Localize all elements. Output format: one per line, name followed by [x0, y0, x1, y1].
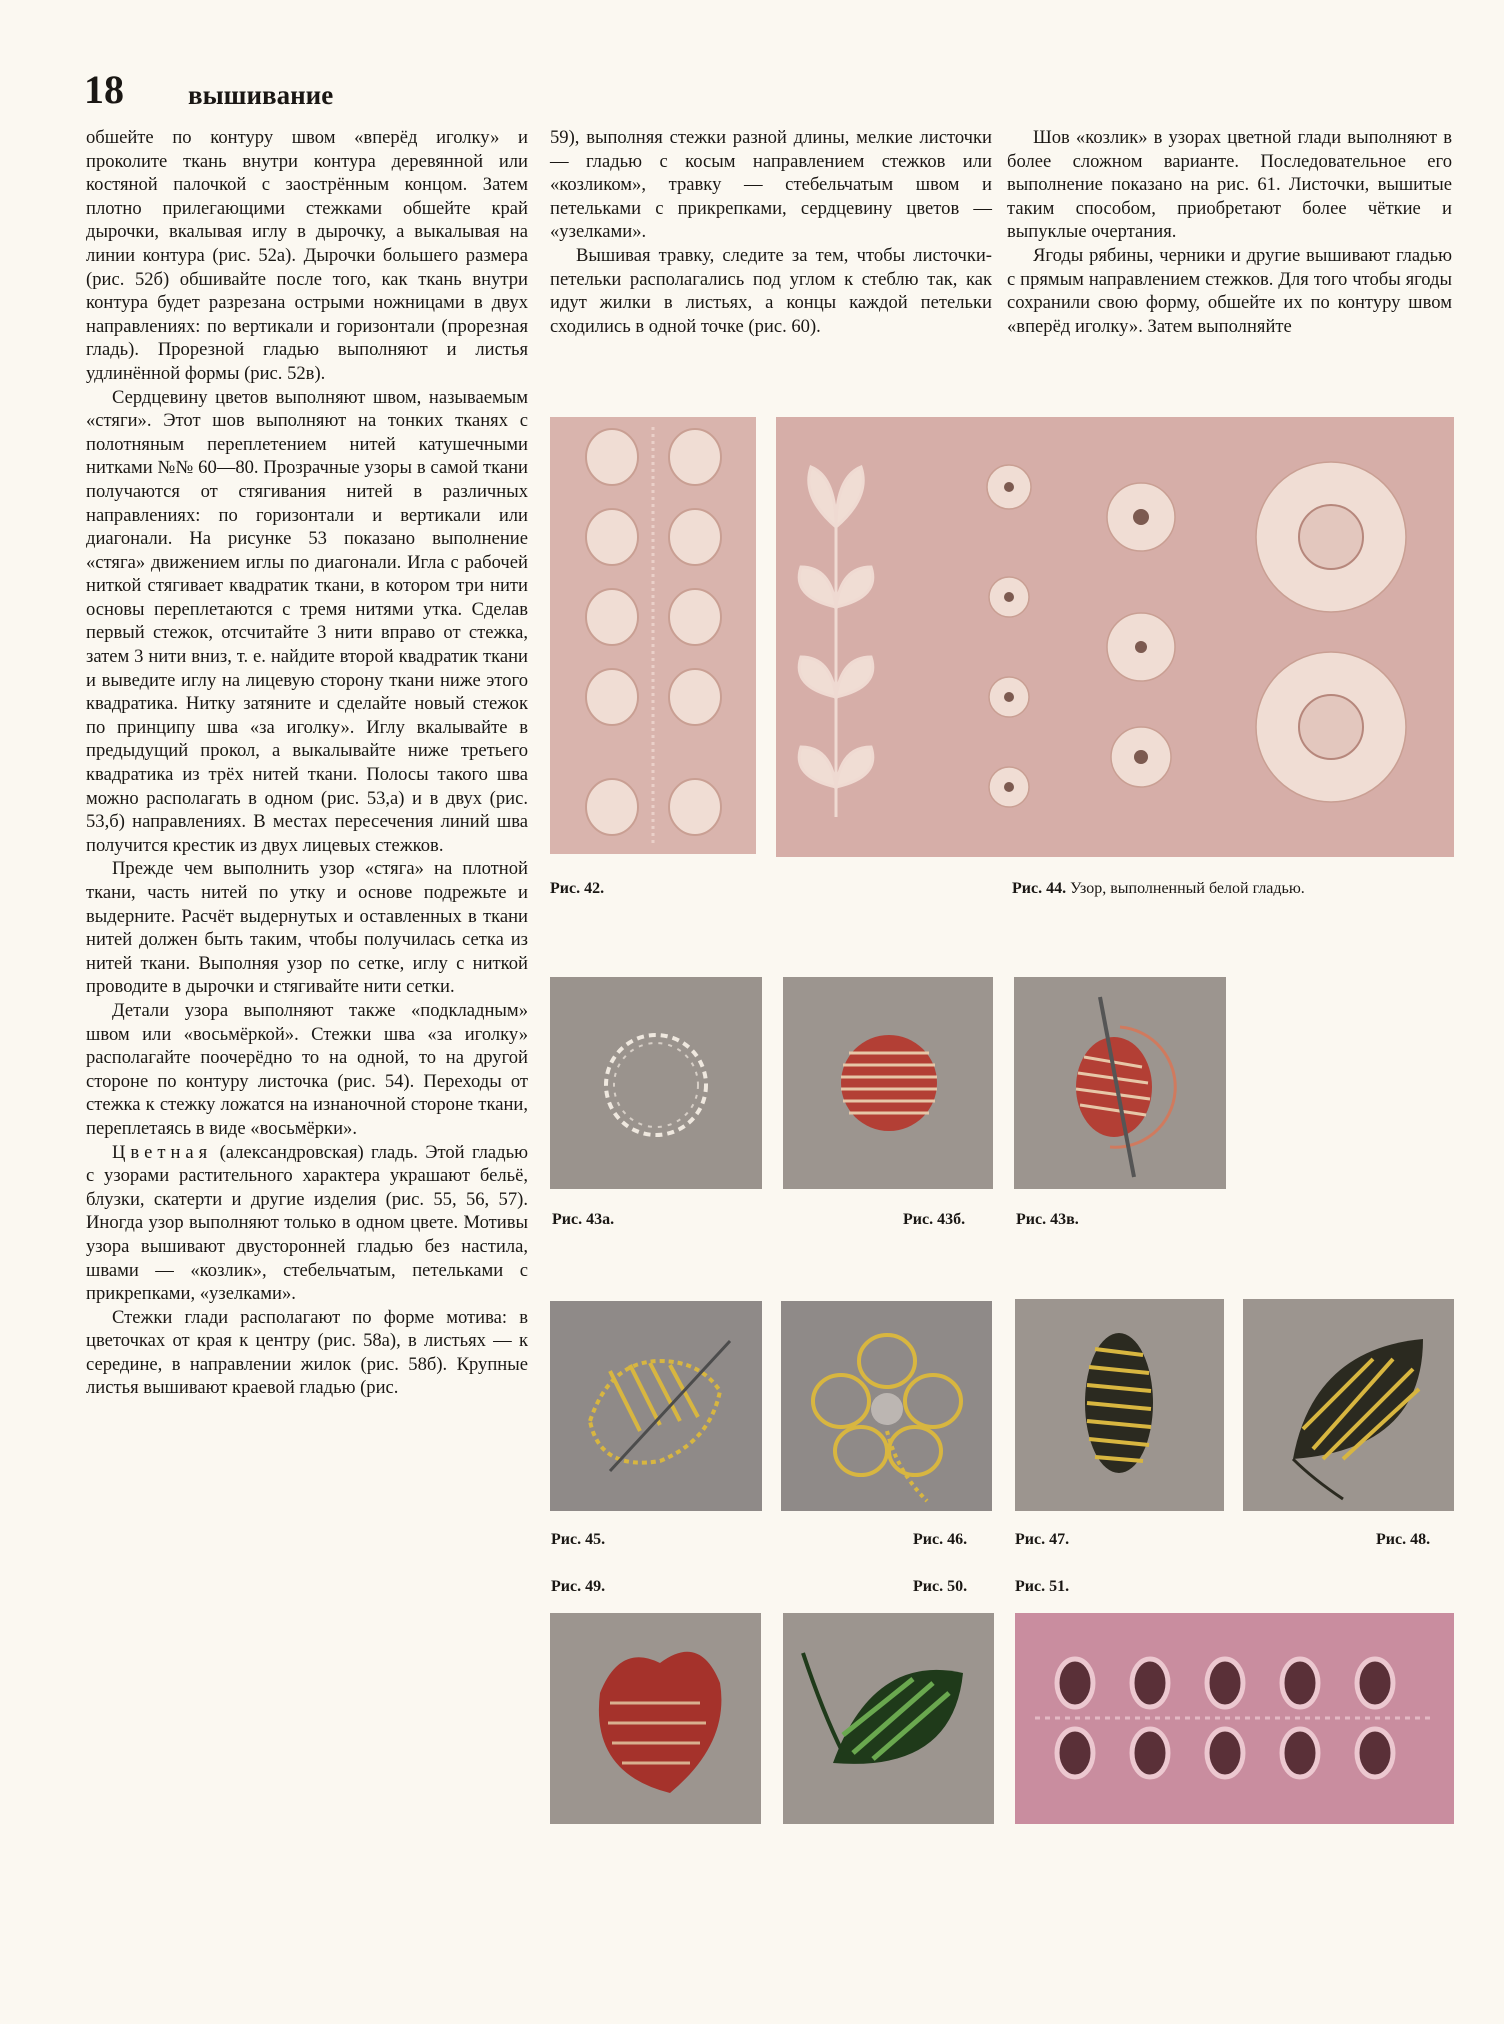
paragraph-text: (александровская) гладь. Этой гладью с узорами растительного характера украшают бельё, блузки, скатерти и другие изделия (рис. 55, 56, 57). Иногда узор выполняют только в одном цвете. Мотивы узора вышивают двусторонней гладью без настила, швами — «козлик», стебельчатым, петельками с прикрепками, «узелками».: [86, 1141, 528, 1305]
caption-fig-43b: Рис. 43б.: [903, 1211, 966, 1228]
text-column-3: [1007, 126, 1452, 338]
figure-46-photo: [781, 1301, 992, 1511]
figure-47-photo: [1015, 1299, 1224, 1511]
section-title: вышивание: [188, 80, 334, 110]
paragraph: Стежки глади располагают по форме мотива: в цветочках от края к центру (рис. 58а), в листьях — к середине, в направлении жилок (рис. 58б). Крупные листья вышивают краевой гладью (рис.: [86, 1306, 528, 1399]
caption-fig-45: Рис. 45.: [551, 1531, 606, 1548]
paragraph: Прежде чем выполнить узор «стяга» на плотной ткани, часть нитей по утку и основе подрежьте и выдерните. Расчёт выдернутых и оставленных в ткани нитей должен быть таким, чтобы получилась сетка из нитей ткани. Выполняя узор по сетке, иглу с ниткой проводите в дырочки и стягивайте нити сетки.: [86, 858, 528, 998]
figure-49-photo: [550, 1613, 761, 1824]
caption-fig-50: Рис. 50.: [913, 1578, 968, 1595]
figure-44-photo: [776, 417, 1454, 857]
paragraph: Ягоды рябины, черники и другие вышивают гладью с прямым направлением стежков. Для того чтобы ягоды сохранили свою форму, обшейте их по контуру швом «вперёд иголку». Затем выполняйте: [1007, 244, 1452, 337]
paragraph: Шов «козлик» в узорах цветной глади выполняют в более сложном варианте. Последовательное его выполнение показано на рис. 61. Листочки, вышитые таким способом, приобретают более чёткие и выпуклые очертания.: [1007, 127, 1452, 243]
paragraph: [86, 1141, 528, 1306]
caption-fig-43a: Рис. 43а.: [552, 1211, 615, 1228]
paragraph: обшейте по контуру швом «вперёд иголку» и проколите ткань внутри контура деревянной или костяной палочкой с заострённым концом. Затем плотно прилегающими стежками обшейте край дырочки, вкалывая иглу в дырочку, а выкалывая на линии контура (рис. 52а). Дырочки большего размера (рис. 52б) обшивайте после того, как ткань внутри контура будет разрезана острыми ножницами в двух направлениях: по вертикали и горизонтали (прорезная гладь). Прорезной гладью выполняют и листья удлинённой формы (рис. 52в).: [86, 127, 528, 384]
paragraph: 59), выполняя стежки разной длины, мелкие листочки — гладью с косым направлением стежков или «козликом», травку — стебельчатым швом и петельками с прикрепками, сердцевину цветов — «узелками».: [550, 127, 992, 243]
paragraph: Детали узора выполняют также «подкладным» швом или «восьмёркой». Стежки шва «за иголку» располагайте поочерёдно то на одной, то на другой стороне по контуру листочка (рис. 54). Переходы от стежка к стежку ложатся на изнаночной стороне ткани, переплетаясь в виде «восьмёрки».: [86, 999, 528, 1139]
page-number: 18: [84, 67, 124, 112]
spaced-term: Цветная: [112, 1141, 213, 1163]
caption-fig-42: Рис. 42.: [550, 880, 605, 897]
figure-48-photo: [1243, 1299, 1454, 1511]
caption-description: Узор, выполненный белой гладью.: [1066, 880, 1305, 897]
caption-label: Рис. 44.: [1012, 880, 1067, 897]
caption-fig-46: Рис. 46.: [913, 1531, 968, 1548]
figure-43v-photo: [1014, 977, 1226, 1189]
text-column-2: [550, 126, 992, 338]
figure-42-photo: [550, 417, 756, 854]
caption-fig-49: Рис. 49.: [551, 1578, 606, 1595]
figure-45-photo: [550, 1301, 762, 1511]
paragraph: Вышивая травку, следите за тем, чтобы листочки-петельки располагались под углом к стеблю так, как идут жилки в листьях, а концы каждой петельки сходились в одной точке (рис. 60).: [550, 244, 992, 337]
caption-fig-43v: Рис. 43в.: [1016, 1211, 1079, 1228]
caption-fig-51: Рис. 51.: [1015, 1578, 1070, 1595]
figure-51-photo: [1015, 1613, 1454, 1824]
caption-fig-44: [1012, 880, 1305, 898]
paragraph: Сердцевину цветов выполняют швом, называемым «стяги». Этот шов выполняют на тонких тканях с полотняным переплетением нитей катушечными нитками №№ 60—80. Прозрачные узоры в самой ткани получаются от стягивания нитей в различных направлениях: по горизонтали и вертикали или диагонали. На рисунке 53 показано выполнение «стяга» движением иглы по диагонали. Игла с рабочей ниткой стягивает квадратик ткани, в котором три нити основы переплетаются с тремя нитями утка. Сделав первый стежок, отсчитайте 3 нити вправо от стежка, затем 3 нити вниз, т. е. найдите второй квадратик ткани и выведите иглу на лицевую сторону ткани ниже этого квадратика. Нитку затяните и сделайте новый стежок по принципу шва «за иголку». Иглу вкалывайте в предыдущий прокол, а выкалывайте ниже третьего квадратика из трёх нитей ткани. Полосы такого шва можно располагать в одном (рис. 53,а) и в двух (рис. 53,б) направлениях. В местах пересечения линий шва получится крестик из двух лицевых стежков.: [86, 386, 528, 856]
figure-43a-photo: [550, 977, 762, 1189]
caption-fig-47: Рис. 47.: [1015, 1531, 1070, 1548]
figure-50-photo: [783, 1613, 994, 1824]
caption-fig-48: Рис. 48.: [1376, 1531, 1431, 1548]
text-column-1: [86, 126, 528, 1400]
figure-43b-photo: [783, 977, 993, 1189]
